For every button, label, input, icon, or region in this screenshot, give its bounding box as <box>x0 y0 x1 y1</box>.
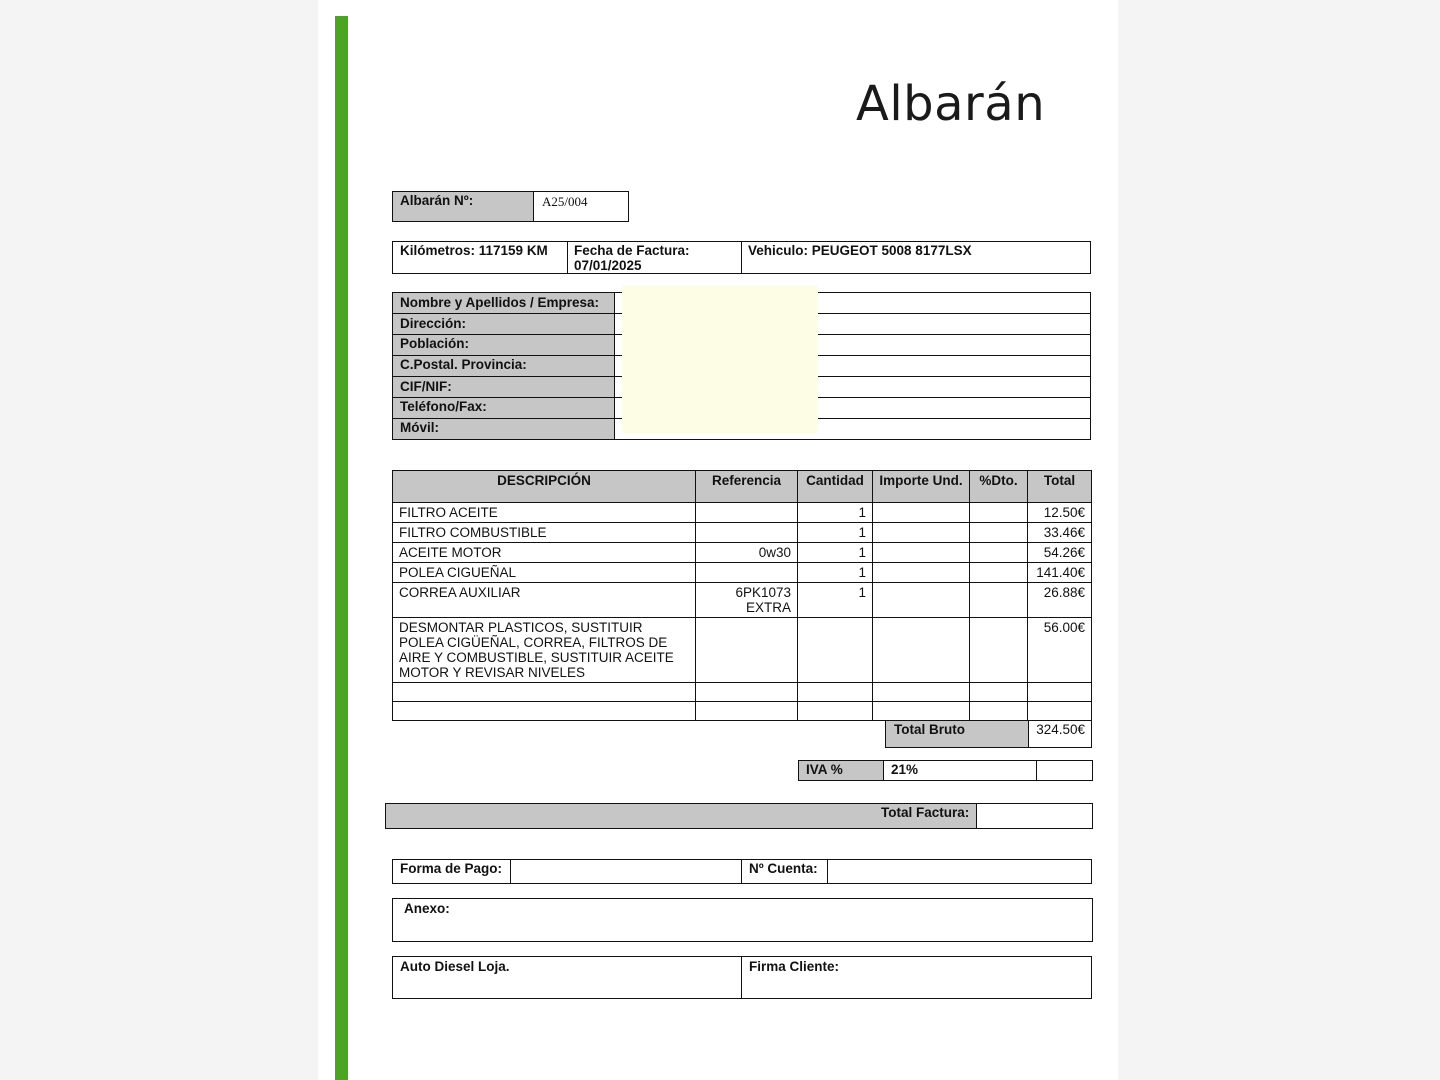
redaction-patch <box>622 285 818 433</box>
item-discount <box>970 503 1028 523</box>
items-table <box>392 470 1092 721</box>
table-row <box>393 702 1092 721</box>
divider <box>741 242 742 273</box>
table-row <box>393 543 1092 563</box>
document-title: Albarán <box>856 76 1046 132</box>
client-cif-label: CIF/NIF: <box>400 379 452 394</box>
item-discount <box>970 563 1028 583</box>
table-row <box>393 523 1092 543</box>
item-discount <box>970 543 1028 563</box>
item-reference <box>696 503 798 523</box>
item-unit-price <box>873 683 970 702</box>
item-description: DESMONTAR PLASTICOS, SUSTITUIR POLEA CIGÜEÑAL, CORREA, FILTROS DE AIRE Y COMBUSTIBLE, SUSTITUIR ACEITE MOTOR Y REVISAR NIVELES <box>393 618 696 683</box>
client-postal-label: C.Postal. Provincia: <box>400 357 527 372</box>
item-total: 54.26€ <box>1028 543 1092 563</box>
client-mobile-label: Móvil: <box>400 420 439 435</box>
vehicle-info-row <box>392 241 1091 274</box>
total-bruto-label: Total Bruto <box>886 721 1029 747</box>
item-description: CORREA AUXILIAR <box>393 583 696 618</box>
payment-row <box>392 859 1092 884</box>
item-reference <box>696 683 798 702</box>
divider <box>741 957 742 998</box>
item-reference <box>696 523 798 543</box>
item-discount <box>970 583 1028 618</box>
item-unit-price <box>873 503 970 523</box>
item-description: POLEA CIGUEÑAL <box>393 563 696 583</box>
invoice-date-value: 07/01/2025 <box>574 258 642 273</box>
col-header-reference: Referencia <box>696 471 798 503</box>
account-number-label: Nº Cuenta: <box>749 861 818 876</box>
item-quantity: 1 <box>798 563 873 583</box>
item-quantity: 1 <box>798 523 873 543</box>
item-quantity: 1 <box>798 543 873 563</box>
col-header-discount: %Dto. <box>970 471 1028 503</box>
item-description <box>393 702 696 721</box>
item-unit-price <box>873 702 970 721</box>
company-name: Auto Diesel Loja. <box>400 959 510 974</box>
footer-box <box>392 956 1092 999</box>
client-phone-label: Teléfono/Fax: <box>400 399 487 414</box>
item-quantity <box>798 683 873 702</box>
item-total <box>1028 683 1092 702</box>
item-reference: 0w30 <box>696 543 798 563</box>
item-quantity: 1 <box>798 503 873 523</box>
iva-value: 21% <box>891 762 919 777</box>
km-text: Kilómetros: 117159 KM <box>400 243 548 258</box>
item-discount <box>970 702 1028 721</box>
item-description <box>393 683 696 702</box>
divider <box>510 860 511 883</box>
col-header-quantity: Cantidad <box>798 471 873 503</box>
binding-strip <box>335 16 348 1080</box>
item-reference: 6PK1073 EXTRA <box>696 583 798 618</box>
item-quantity <box>798 618 873 683</box>
item-description: ACEITE MOTOR <box>393 543 696 563</box>
divider <box>567 242 568 273</box>
item-total: 56.00€ <box>1028 618 1092 683</box>
item-total: 33.46€ <box>1028 523 1092 543</box>
payment-method-label: Forma de Pago: <box>400 861 503 876</box>
item-unit-price <box>873 543 970 563</box>
item-discount <box>970 618 1028 683</box>
albaran-number-value: A25/004 <box>542 194 588 209</box>
iva-label: IVA % <box>799 761 884 780</box>
vehicle-text: Vehiculo: PEUGEOT 5008 8177LSX <box>748 243 972 258</box>
item-quantity <box>798 702 873 721</box>
albaran-number-label: Albarán Nº: <box>393 192 534 221</box>
total-bruto-box <box>885 720 1092 748</box>
anexo-label: Anexo: <box>404 901 450 916</box>
table-row <box>393 503 1092 523</box>
item-total: 12.50€ <box>1028 503 1092 523</box>
item-description: FILTRO COMBUSTIBLE <box>393 523 696 543</box>
anexo-box <box>392 898 1093 942</box>
item-discount <box>970 683 1028 702</box>
item-total: 26.88€ <box>1028 583 1092 618</box>
item-description: FILTRO ACEITE <box>393 503 696 523</box>
table-row <box>393 563 1092 583</box>
item-reference <box>696 618 798 683</box>
iva-box <box>798 760 1093 781</box>
item-unit-price <box>873 523 970 543</box>
client-address-label: Dirección: <box>400 316 467 331</box>
item-reference <box>696 702 798 721</box>
item-total <box>1028 702 1092 721</box>
divider <box>827 860 828 883</box>
item-total: 141.40€ <box>1028 563 1092 583</box>
col-header-total: Total <box>1028 471 1092 503</box>
table-row <box>393 583 1092 618</box>
albaran-number-box <box>392 191 629 222</box>
total-factura-label: Total Factura: <box>881 805 970 820</box>
item-unit-price <box>873 618 970 683</box>
table-row <box>393 683 1092 702</box>
client-signature-label: Firma Cliente: <box>749 959 840 974</box>
item-discount <box>970 523 1028 543</box>
item-reference <box>696 563 798 583</box>
item-unit-price <box>873 583 970 618</box>
divider <box>741 860 742 883</box>
total-bruto-value: 324.50€ <box>1036 722 1085 737</box>
total-factura-box <box>385 803 1093 829</box>
item-unit-price <box>873 563 970 583</box>
divider <box>1036 761 1037 780</box>
client-name-label: Nombre y Apellidos / Empresa: <box>400 295 600 310</box>
col-header-unit-price: Importe Und. <box>873 471 970 503</box>
col-header-description: DESCRIPCIÓN <box>393 471 696 503</box>
table-header-row <box>393 471 1092 503</box>
invoice-date-label: Fecha de Factura: <box>574 243 690 258</box>
item-quantity: 1 <box>798 583 873 618</box>
table-row <box>393 618 1092 683</box>
client-city-label: Población: <box>400 336 470 351</box>
